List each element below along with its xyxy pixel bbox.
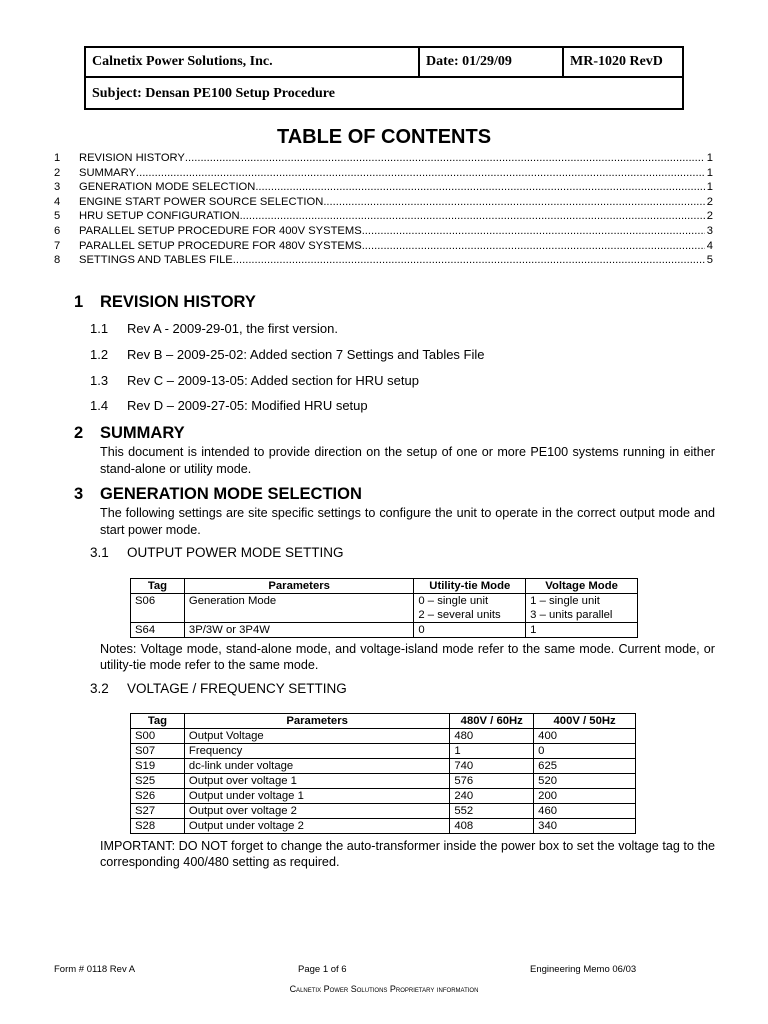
summary-paragraph: This document is intended to provide direction on the setup of one or more PE100 systems running in either stand-alone or utility mode. bbox=[100, 445, 715, 476]
document-subject: Subject: Densan PE100 Setup Procedure bbox=[92, 86, 335, 101]
section-heading: 3 GENERATION MODE SELECTION bbox=[74, 485, 362, 503]
toc-entry[interactable]: 5 HRU SETUP CONFIGURATION ..... 2 bbox=[54, 209, 713, 224]
table-cell: S64 bbox=[131, 623, 185, 638]
table-cell: Output over voltage 1 bbox=[184, 774, 449, 789]
table-cell: 400 bbox=[534, 729, 636, 744]
section-heading: 1 REVISION HISTORY bbox=[74, 293, 256, 311]
table-cell: S00 bbox=[131, 729, 185, 744]
toc-entry[interactable]: 7 PARALLEL SETUP PROCEDURE FOR 480V SYSTEMS ..... 4 bbox=[54, 239, 713, 254]
header-row bbox=[86, 48, 682, 78]
table-row bbox=[131, 774, 636, 789]
table-cell: 480 bbox=[450, 729, 534, 744]
table-header: Utility-tie Mode bbox=[414, 579, 526, 594]
table-cell: S28 bbox=[131, 819, 185, 834]
notes-paragraph: Notes: Voltage mode, stand-alone mode, and voltage-island mode refer to the same mode. Current mode, or utility-tie mode refer to the same mode. bbox=[100, 642, 715, 672]
revision-item: 1.3 Rev C – 2009-13-05: Added section for HRU setup bbox=[90, 373, 419, 388]
table-row bbox=[131, 594, 638, 609]
table-cell: 0 bbox=[414, 623, 526, 638]
table-header: Voltage Mode bbox=[526, 579, 638, 594]
toc-entry[interactable]: 8 SETTINGS AND TABLES FILE ..... 5 bbox=[54, 253, 713, 268]
table-cell: 552 bbox=[450, 804, 534, 819]
table-cell: dc-link under voltage bbox=[184, 759, 449, 774]
table-cell: Output Voltage bbox=[184, 729, 449, 744]
table-header: Parameters bbox=[184, 579, 413, 594]
table-cell: Output over voltage 2 bbox=[184, 804, 449, 819]
table-header: Parameters bbox=[184, 714, 449, 729]
table-cell: 3P/3W or 3P4W bbox=[184, 623, 413, 638]
table-cell: S27 bbox=[131, 804, 185, 819]
table-cell: 0 – single unit bbox=[414, 594, 526, 609]
table-header-row bbox=[131, 579, 638, 594]
table-of-contents bbox=[54, 151, 713, 268]
engineering-memo: Engineering Memo 06/03 bbox=[530, 964, 637, 975]
form-number: Form # 0118 Rev A bbox=[54, 964, 136, 975]
table-row bbox=[131, 623, 638, 638]
table-cell: 3 – units parallel bbox=[526, 608, 638, 623]
output-power-mode-table bbox=[130, 578, 638, 638]
table-header-row bbox=[131, 714, 636, 729]
subsection-heading: 3.2 VOLTAGE / FREQUENCY SETTING bbox=[90, 681, 347, 696]
generation-mode-paragraph: The following settings are site specific settings to configure the unit to operate in the correct output mode and start power mode. bbox=[100, 506, 715, 537]
table-cell: Output under voltage 2 bbox=[184, 819, 449, 834]
table-cell: 1 bbox=[526, 623, 638, 638]
table-cell: 340 bbox=[534, 819, 636, 834]
toc-entry[interactable]: 2 SUMMARY ..... 1 bbox=[54, 166, 713, 181]
table-cell: Output under voltage 1 bbox=[184, 789, 449, 804]
table-cell: S25 bbox=[131, 774, 185, 789]
table-cell: S07 bbox=[131, 744, 185, 759]
table-row bbox=[131, 729, 636, 744]
toc-entry[interactable]: 6 PARALLEL SETUP PROCEDURE FOR 400V SYSTEMS ..... 3 bbox=[54, 224, 713, 239]
table-row bbox=[131, 744, 636, 759]
table-header: 400V / 50Hz bbox=[534, 714, 636, 729]
table-header: 480V / 60Hz bbox=[450, 714, 534, 729]
table-cell: S19 bbox=[131, 759, 185, 774]
table-cell: 576 bbox=[450, 774, 534, 789]
document-date: Date: 01/29/09 bbox=[420, 48, 564, 76]
company-name: Calnetix Power Solutions, Inc. bbox=[86, 48, 420, 76]
revision-item: 1.2 Rev B – 2009-25-02: Added section 7 Settings and Tables File bbox=[90, 347, 485, 362]
table-cell: 408 bbox=[450, 819, 534, 834]
toc-entry[interactable]: 4 ENGINE START POWER SOURCE SELECTION ..... 2 bbox=[54, 195, 713, 210]
subsection-heading: 3.1 OUTPUT POWER MODE SETTING bbox=[90, 545, 344, 560]
toc-title: TABLE OF CONTENTS bbox=[276, 126, 492, 148]
revision-item: 1.1 Rev A - 2009-29-01, the first version. bbox=[90, 321, 338, 336]
table-cell: 1 bbox=[450, 744, 534, 759]
table-cell: 1 – single unit bbox=[526, 594, 638, 609]
table-header: Tag bbox=[131, 579, 185, 594]
table-cell: 740 bbox=[450, 759, 534, 774]
table-cell: 460 bbox=[534, 804, 636, 819]
toc-entry[interactable]: 3 GENERATION MODE SELECTION ..... 1 bbox=[54, 180, 713, 195]
table-row bbox=[131, 804, 636, 819]
table-cell: 240 bbox=[450, 789, 534, 804]
voltage-frequency-table bbox=[130, 713, 636, 834]
table-cell: S26 bbox=[131, 789, 185, 804]
table-cell: 200 bbox=[534, 789, 636, 804]
document-header-box bbox=[84, 46, 684, 110]
table-row bbox=[131, 789, 636, 804]
table-cell: S06 bbox=[131, 594, 185, 623]
revision-item: 1.4 Rev D – 2009-27-05: Modified HRU setup bbox=[90, 398, 368, 413]
important-paragraph: IMPORTANT: DO NOT forget to change the auto-transformer inside the power box to set the voltage tag to the corresponding 400/480 setting as required. bbox=[100, 839, 715, 869]
table-cell: 520 bbox=[534, 774, 636, 789]
section-heading: 2 SUMMARY bbox=[74, 424, 185, 442]
table-cell: Frequency bbox=[184, 744, 449, 759]
toc-entry[interactable]: 1 REVISION HISTORY ..... 1 bbox=[54, 151, 713, 166]
table-cell: 0 bbox=[534, 744, 636, 759]
table-header: Tag bbox=[131, 714, 185, 729]
document-id: MR-1020 RevD bbox=[570, 54, 663, 69]
table-cell: 625 bbox=[534, 759, 636, 774]
table-cell: Generation Mode bbox=[184, 594, 413, 623]
proprietary-notice: Calnetix Power Solutions Proprietary information bbox=[289, 984, 479, 994]
table-cell: 2 – several units bbox=[414, 608, 526, 623]
table-row bbox=[131, 819, 636, 834]
table-row bbox=[131, 759, 636, 774]
page-number: Page 1 of 6 bbox=[298, 964, 347, 975]
